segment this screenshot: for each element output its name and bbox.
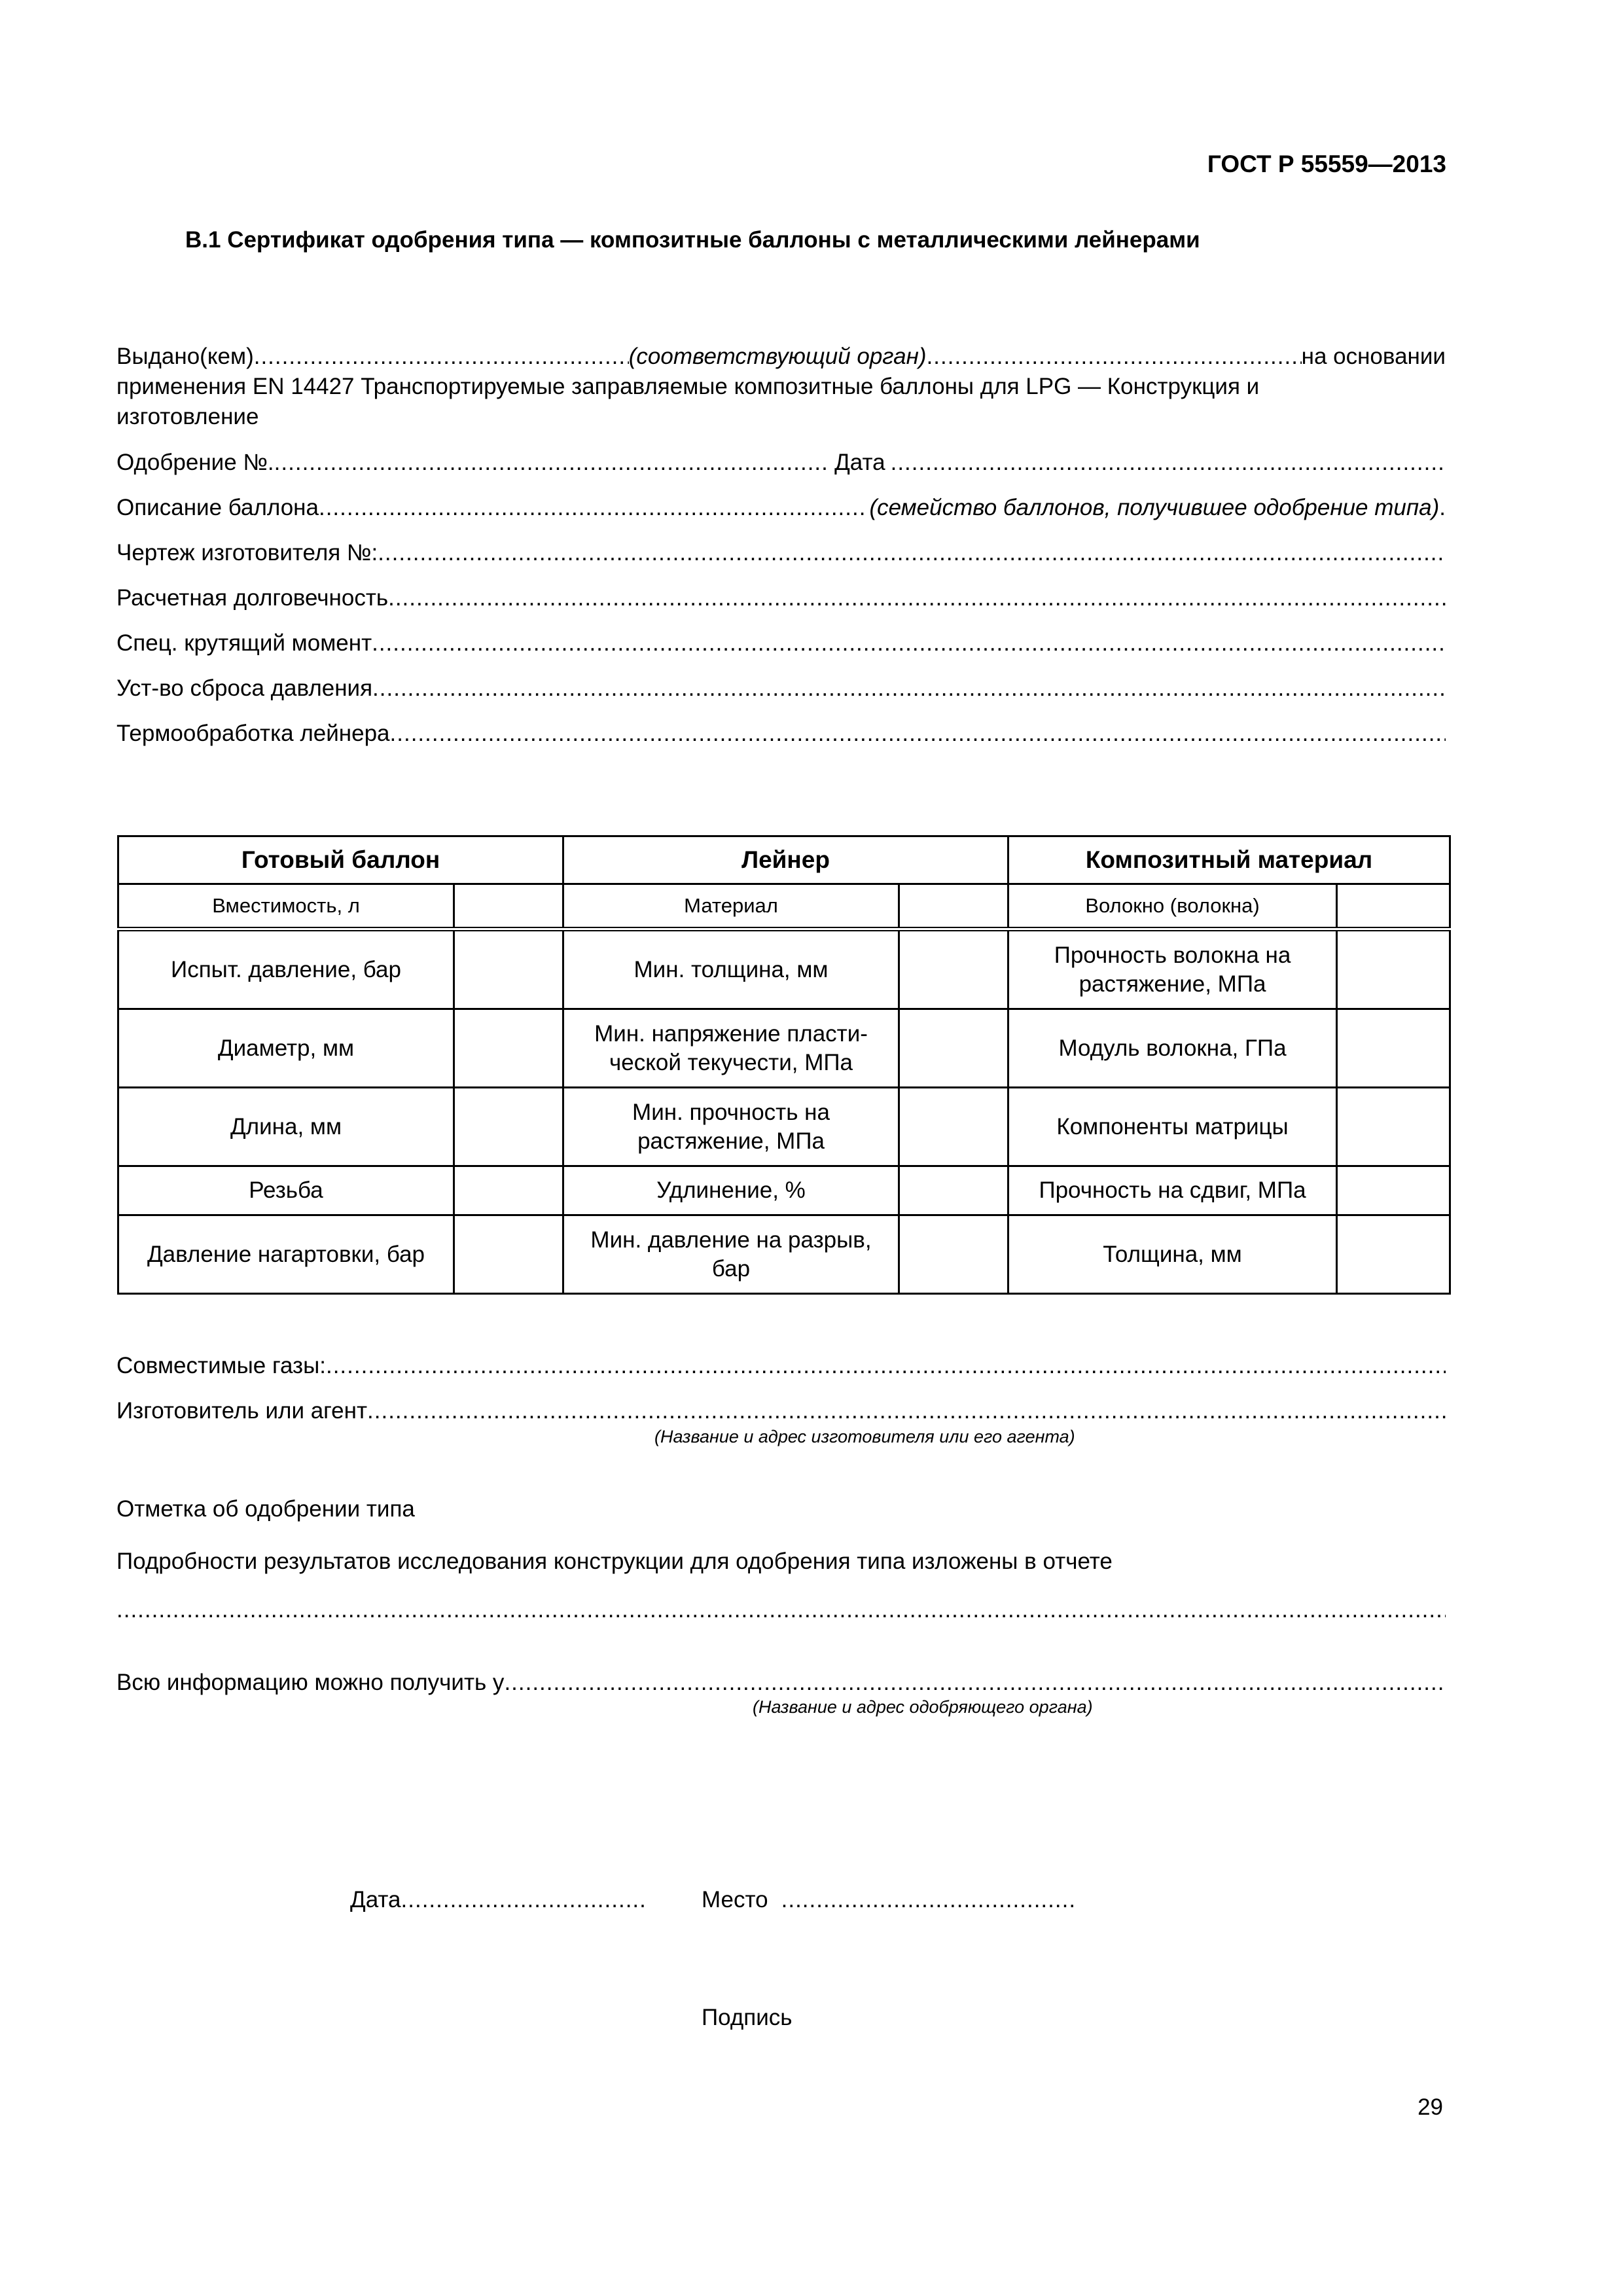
- manufacturer-line: [116, 1396, 1446, 1426]
- table-cell: Мин. напряжение пласти-ческой текучести, МПа: [563, 1009, 899, 1088]
- table-cell: Вместимость, л: [118, 884, 454, 929]
- approval-no-line: [116, 448, 1446, 478]
- dot-leader: [388, 583, 1446, 613]
- header-finished-cylinder: Готовый баллон: [118, 836, 563, 884]
- signature-label: Подпись: [702, 2005, 793, 2030]
- value-cell[interactable]: [1337, 1009, 1450, 1088]
- pressure-relief-line: [116, 673, 1446, 704]
- approval-mark: Отметка об одобрении типа: [116, 1496, 415, 1522]
- approval-no-label: Одобрение №.: [116, 450, 274, 475]
- info-caption: (Название и адрес одобряющего органа): [753, 1697, 1093, 1717]
- description-line: Описание баллона ..... (семейство баллонов, получившее одобрение типа) .: [116, 493, 1446, 523]
- header-liner: Лейнер: [563, 836, 1008, 884]
- basis-label: на основании: [1301, 344, 1446, 369]
- signature-place-line: [702, 1885, 1076, 1915]
- table-row: [118, 1166, 1450, 1215]
- design-life-line: [116, 583, 1446, 613]
- page-number: 29: [1418, 2094, 1443, 2120]
- dot-leader: [504, 1668, 1446, 1698]
- table-cell: Давление нагартовки, бар: [118, 1215, 454, 1294]
- table-cell: Материал: [563, 884, 899, 929]
- dot-leader: [326, 1351, 1446, 1381]
- dot-leader: [372, 628, 1446, 658]
- drawing-line: [116, 538, 1446, 568]
- document-number: ГОСТ Р 55559—2013: [1207, 151, 1446, 177]
- value-cell[interactable]: [1337, 929, 1450, 1009]
- table-row: [118, 929, 1450, 1009]
- compatible-gases-label: Совместимые газы:: [116, 1353, 326, 1378]
- table-cell: Мин. давление на разрыв, бар: [563, 1215, 899, 1294]
- value-cell[interactable]: [899, 1166, 1008, 1215]
- table-cell: Испыт. давление, бар: [118, 929, 454, 1009]
- date-label: Дата: [834, 450, 885, 475]
- issued-line-3: изготовление: [116, 404, 259, 429]
- description-note: (семейство баллонов, получившее одобрение типа): [869, 495, 1440, 520]
- compatible-gases-line: [116, 1351, 1446, 1381]
- heat-treatment-label: Термообработка лейнера: [116, 721, 390, 746]
- table-cell: Толщина, мм: [1008, 1215, 1337, 1294]
- signature-date-line: [350, 1885, 649, 1915]
- pressure-relief-label: Уст-во сброса давления: [116, 675, 373, 701]
- value-cell[interactable]: [899, 1215, 1008, 1294]
- value-cell[interactable]: [899, 1088, 1008, 1166]
- table-cell: Резьба: [118, 1166, 454, 1215]
- specification-table: [117, 835, 1451, 1295]
- dot-leader: [372, 673, 1446, 704]
- value-cell[interactable]: [454, 929, 563, 1009]
- dot-leader: [254, 342, 629, 372]
- header-composite: Композитный материал: [1008, 836, 1450, 884]
- dot-leader: [319, 493, 864, 523]
- dot-leader: [116, 1595, 1446, 1625]
- info-line: [116, 1668, 1446, 1698]
- report-line: [116, 1595, 1446, 1625]
- issued-line: [116, 342, 1446, 372]
- authority-note: (соответствующий орган): [628, 344, 927, 369]
- value-cell[interactable]: [1337, 1088, 1450, 1166]
- torque-label: Спец. крутящий момент: [116, 630, 372, 656]
- value-cell[interactable]: [899, 929, 1008, 1009]
- sign-date-label: Дата: [350, 1887, 401, 1912]
- value-cell[interactable]: [454, 1215, 563, 1294]
- table-cell: Мин. прочность на растяжение, МПа: [563, 1088, 899, 1166]
- table-cell: Длина, мм: [118, 1088, 454, 1166]
- description-label: Описание баллона: [116, 495, 319, 520]
- section-title: В.1 Сертификат одобрения типа — композитные баллоны с металлическими лейнерами: [185, 227, 1200, 253]
- table-cell: Диаметр, мм: [118, 1009, 454, 1088]
- table-row: [118, 1215, 1450, 1294]
- dot-leader: [390, 719, 1446, 749]
- value-cell[interactable]: [1337, 1215, 1450, 1294]
- table-cell: Модуль волокна, ГПа: [1008, 1009, 1337, 1088]
- table-cell: Мин. толщина, мм: [563, 929, 899, 1009]
- issued-label: Выдано(кем): [116, 344, 254, 369]
- manufacturer-caption: (Название и адрес изготовителя или его агента): [654, 1427, 1075, 1446]
- table-row: [118, 1088, 1450, 1166]
- table-row: [118, 1009, 1450, 1088]
- manufacturer-label: Изготовитель или агент: [116, 1398, 368, 1424]
- torque-line: [116, 628, 1446, 658]
- value-cell[interactable]: [1337, 884, 1450, 929]
- value-cell[interactable]: [454, 884, 563, 929]
- table-cell: Компоненты матрицы: [1008, 1088, 1337, 1166]
- design-life-label: Расчетная долговечность: [116, 585, 389, 611]
- value-cell[interactable]: [1337, 1166, 1450, 1215]
- dot-leader: [781, 1885, 1076, 1915]
- dot-leader: [891, 448, 1446, 478]
- dot-leader: [274, 448, 829, 478]
- issued-line-2: применения EN 14427 Транспортируемые заправляемые композитные баллоны для LPG — Конструкция и: [116, 374, 1260, 399]
- dot-leader: [378, 538, 1446, 568]
- value-cell[interactable]: [454, 1166, 563, 1215]
- info-label: Всю информацию можно получить у: [116, 1670, 505, 1695]
- table-cell: Волокно (волокна): [1008, 884, 1337, 929]
- table-cell: Удлинение, %: [563, 1166, 899, 1215]
- dot-leader: [401, 1885, 649, 1915]
- value-cell[interactable]: [899, 884, 1008, 929]
- table-subheader-row: [118, 884, 1450, 929]
- heat-treatment-line: [116, 719, 1446, 749]
- value-cell[interactable]: [454, 1088, 563, 1166]
- drawing-label: Чертеж изготовителя №:: [116, 540, 378, 565]
- dot-leader: [927, 342, 1302, 372]
- table-cell: Прочность волокна на растяжение, МПа: [1008, 929, 1337, 1009]
- table-header-row: [118, 836, 1450, 884]
- sign-place-label: Место: [702, 1887, 768, 1912]
- details-text: Подробности результатов исследования конструкции для одобрения типа изложены в отчете: [116, 1549, 1113, 1574]
- value-cell[interactable]: [454, 1009, 563, 1088]
- table-cell: Прочность на сдвиг, МПа: [1008, 1166, 1337, 1215]
- value-cell[interactable]: [899, 1009, 1008, 1088]
- dot-leader: [367, 1396, 1446, 1426]
